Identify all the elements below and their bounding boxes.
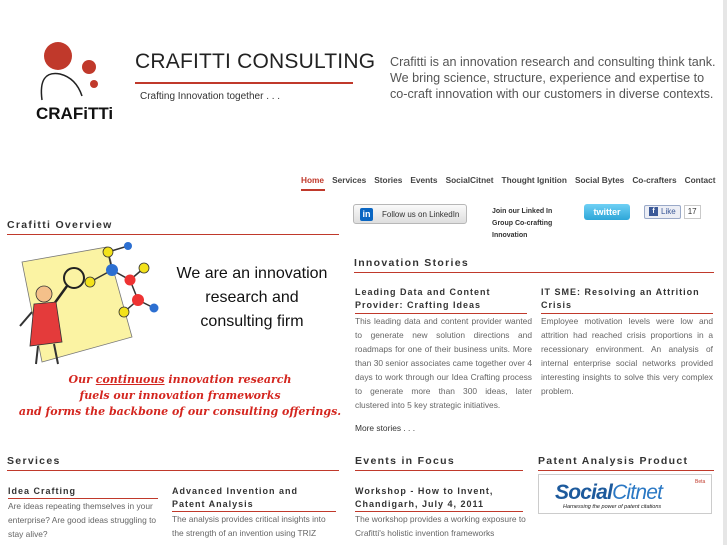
slogan-line3: and forms the backbone of our consulting offerings. bbox=[18, 405, 342, 418]
event1-title[interactable]: Workshop - How to Invent, Chandigarh, July 4, 2011 bbox=[355, 486, 494, 509]
linkedin-icon: in bbox=[360, 208, 373, 221]
service1-text: Are ideas repeating themselves in your enterprise? Are good ideas struggling to stay alive? bbox=[8, 501, 157, 539]
logo-big-dot bbox=[44, 42, 72, 70]
overview-claim: We are an innovation research and consulting firm bbox=[176, 265, 328, 330]
facebook-like-button[interactable] bbox=[644, 205, 681, 219]
brand-divider bbox=[135, 82, 353, 84]
linkedin-follow-button[interactable] bbox=[353, 204, 467, 224]
event1-text: The workshop provides a working exposure to Crafitti's holistic invention frameworks bbox=[355, 514, 526, 538]
overview-slogan bbox=[10, 372, 350, 420]
overview-heading: Crafitti Overview bbox=[7, 219, 113, 231]
story2-text: Employee motivation levels were low and attrition had reached crisis proportions in a recessionary environment. An analysis of internal enterprise social networks provided interesting insights to solve this very complex problem. bbox=[541, 316, 713, 396]
socialcitnet-logo[interactable] bbox=[538, 474, 712, 514]
nav-services[interactable]: Services bbox=[332, 175, 367, 185]
linkedin-group-link[interactable]: Join our Linked In Group Co-crafting Innovation bbox=[492, 208, 553, 239]
facebook-icon: f bbox=[649, 207, 658, 216]
service1-title[interactable]: Idea Crafting bbox=[8, 486, 77, 496]
slogan-part1: Our bbox=[68, 373, 96, 386]
socialcitnet-wordmark-part2: Citnet bbox=[612, 481, 663, 504]
slogan-part2: innovation research bbox=[164, 373, 292, 386]
header-description: Crafitti is an innovation research and consulting think tank. We bring science, structure, experience and expertise to co-craft innovation with our customers in diverse contexts. bbox=[390, 55, 716, 101]
service2-title[interactable]: Advanced Invention and Patent Analysis bbox=[172, 486, 299, 509]
nav-socialcitnet[interactable]: SocialCitnet bbox=[445, 175, 494, 185]
innovation-illustration bbox=[12, 242, 160, 372]
events-heading: Events in Focus bbox=[355, 455, 456, 467]
events-heading-rule bbox=[355, 470, 523, 471]
crafitti-logo[interactable] bbox=[30, 40, 125, 130]
service2-text: The analysis provides critical insights into the strength of an invention using TRIZ bbox=[172, 514, 326, 538]
more-stories-link[interactable]: More stories . . . bbox=[355, 423, 416, 433]
story2-title[interactable]: IT SME: Resolving an Attrition Crisis bbox=[541, 287, 700, 310]
nav-thought-ignition[interactable]: Thought Ignition bbox=[501, 175, 567, 185]
logo-small-dot bbox=[90, 80, 98, 88]
nav-active-indicator bbox=[301, 189, 325, 191]
overview-heading-rule bbox=[7, 234, 339, 235]
slogan-emphasis: continuous bbox=[95, 373, 165, 386]
socialcitnet-wordmark-part1: Social bbox=[555, 481, 613, 504]
nav-social-bytes[interactable]: Social Bytes bbox=[574, 175, 625, 185]
patent-heading: Patent Analysis Product bbox=[538, 455, 689, 467]
brand-title: CRAFITTI CONSULTING bbox=[135, 50, 376, 73]
nav-stories[interactable]: Stories bbox=[374, 175, 403, 185]
facebook-like-count: 17 bbox=[684, 205, 701, 219]
logo-mid-dot bbox=[82, 60, 96, 74]
slogan-line2: fuels our innovation frameworks bbox=[79, 389, 281, 402]
stories-heading-rule bbox=[354, 272, 714, 273]
linkedin-follow-label: Follow us on LinkedIn bbox=[382, 209, 460, 219]
brand-tagline: Crafting Innovation together . . . bbox=[140, 91, 281, 102]
nav-home[interactable]: Home bbox=[301, 175, 325, 185]
main-nav bbox=[301, 175, 715, 185]
facebook-like-widget[interactable] bbox=[644, 204, 701, 219]
logo-wordmark: CRAFiTTi bbox=[36, 104, 114, 123]
story1-title[interactable]: Leading Data and Content Provider: Crafting Ideas bbox=[355, 287, 491, 310]
services-heading-rule bbox=[7, 470, 339, 471]
socialcitnet-tagline: Harnessing the power of patent citations bbox=[563, 504, 662, 510]
nav-events[interactable]: Events bbox=[410, 175, 438, 185]
socialcitnet-wordmark bbox=[555, 481, 662, 505]
stories-heading: Innovation Stories bbox=[354, 257, 469, 269]
facebook-like-label: Like bbox=[661, 207, 676, 216]
services-heading: Services bbox=[7, 455, 61, 467]
patent-heading-rule bbox=[538, 470, 714, 471]
twitter-button[interactable]: twitter bbox=[584, 204, 630, 220]
nav-contact[interactable]: Contact bbox=[684, 175, 716, 185]
story1-text: This leading data and content provider wanted to generate new solution directions and roadmaps for one of their business units. More than 30 senior associates came together over 4 days to work through our Idea Crafting process to generate more than 300 ideas, later clustered into 5 key strategic initiatives. bbox=[355, 316, 532, 410]
socialcitnet-beta-label: Beta bbox=[695, 479, 706, 485]
nav-co-crafters[interactable]: Co-crafters bbox=[632, 175, 677, 185]
